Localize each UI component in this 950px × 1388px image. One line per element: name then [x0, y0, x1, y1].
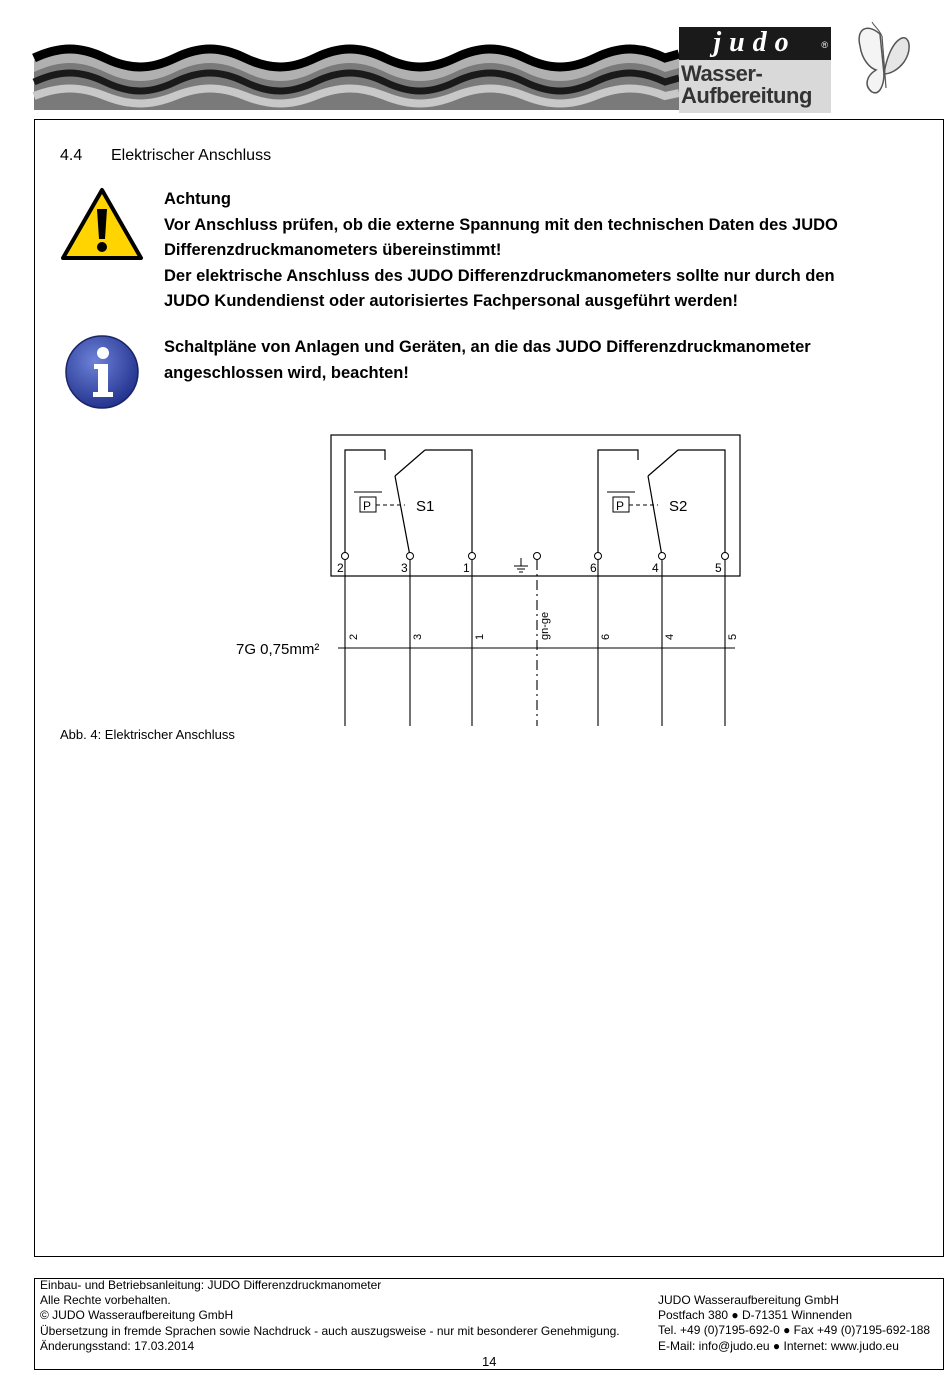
warning-text — [164, 187, 924, 315]
terminal-number: 6 — [590, 561, 597, 575]
brand-line-2: Aufbereitung — [681, 83, 812, 108]
page-number: 14 — [482, 1354, 497, 1369]
page-header — [0, 0, 950, 118]
warning-line: Vor Anschluss prüfen, ob die externe Spannung mit den technischen Daten des JUDO — [164, 215, 838, 234]
warning-icon — [60, 187, 144, 261]
warning-line: JUDO Kundendienst oder autorisiertes Fachpersonal ausgeführt werden! — [164, 292, 738, 310]
logo-mark-panel — [679, 27, 831, 60]
footer-line: Einbau- und Betriebsanleitung: JUDO Differenzdruckmanometer — [40, 1278, 382, 1292]
terminal — [469, 553, 476, 560]
footer-right — [658, 1293, 930, 1354]
info-icon — [64, 334, 140, 410]
info-line: angeschlossen wird, beachten! — [164, 364, 409, 382]
wiring-diagram — [230, 430, 750, 730]
logo-mark: judo — [713, 27, 797, 58]
switch-s2-contact — [648, 476, 662, 556]
wire-label: 3 — [412, 633, 424, 640]
footer-line: Alle Rechte vorbehalten. — [40, 1293, 171, 1308]
section-number: 4.4 — [60, 147, 83, 164]
terminal-number: 3 — [401, 561, 408, 575]
wire-label: 1 — [474, 633, 486, 640]
wire-label: 5 — [727, 633, 739, 640]
terminal-number: 2 — [337, 561, 344, 575]
figure-caption: Abb. 4: Elektrischer Anschluss — [60, 727, 235, 742]
terminal-number: 5 — [715, 561, 722, 575]
footer-line: E-Mail: info@judo.eu ● Internet: www.judo.eu — [658, 1338, 899, 1353]
info-line: Schaltpläne von Anlagen und Geräten, an die das JUDO Differenzdruckmanometer — [164, 338, 811, 356]
wire-label: 2 — [348, 633, 360, 640]
footer-line: JUDO Wasseraufbereitung GmbH — [658, 1293, 839, 1307]
footer-line: Tel. +49 (0)7195-692-0 ● Fax +49 (0)7195-692-188 — [658, 1323, 931, 1338]
terminal — [595, 553, 602, 560]
butterfly-icon — [852, 20, 912, 100]
judo-logo — [679, 27, 831, 113]
warning-heading: Achtung — [164, 190, 231, 208]
footer-line: Übersetzung in fremde Sprachen sowie Nachdruck - auch auszugsweise - nur mit besonderer Genehmigung. — [40, 1323, 620, 1338]
terminal — [407, 553, 414, 560]
switch-s1-lever — [395, 450, 425, 476]
warning-line: Differenzdruckmanometers übereinstimmt! — [164, 241, 502, 259]
footer-left — [40, 1278, 620, 1354]
terminal-number: 4 — [652, 561, 659, 575]
terminal — [659, 553, 666, 560]
warning-line: Der elektrische Anschluss des JUDO Differenzdruckmanometers sollte nur durch den — [164, 266, 835, 285]
section-title: Elektrischer Anschluss — [111, 147, 272, 164]
terminal — [342, 553, 349, 560]
pressure-sensor-1-label: P — [363, 499, 372, 513]
footer-line: Änderungsstand: 17.03.2014 — [40, 1338, 195, 1353]
switch-s2-lever — [648, 450, 678, 476]
brand-line-1: Wasser- — [681, 61, 763, 86]
wire-label: 6 — [600, 633, 612, 640]
footer-line: Postfach 380 ● D-71351 Winnenden — [658, 1308, 853, 1323]
cable-label: 7G 0,75mm² — [236, 641, 320, 658]
footer-line: © JUDO Wasseraufbereitung GmbH — [40, 1308, 234, 1323]
info-text — [164, 334, 924, 386]
terminal-number: 1 — [463, 561, 470, 575]
terminal — [534, 553, 541, 560]
wire-label: gn-ge — [539, 611, 551, 640]
wire-label: 4 — [664, 633, 676, 640]
switch-s1-label: S1 — [416, 498, 435, 515]
pressure-sensor-2-label: P — [616, 499, 625, 513]
switch-s2-label: S2 — [669, 498, 688, 515]
switch-s1-contact — [395, 476, 410, 556]
registered-mark: ® — [821, 40, 828, 50]
terminal — [722, 553, 729, 560]
